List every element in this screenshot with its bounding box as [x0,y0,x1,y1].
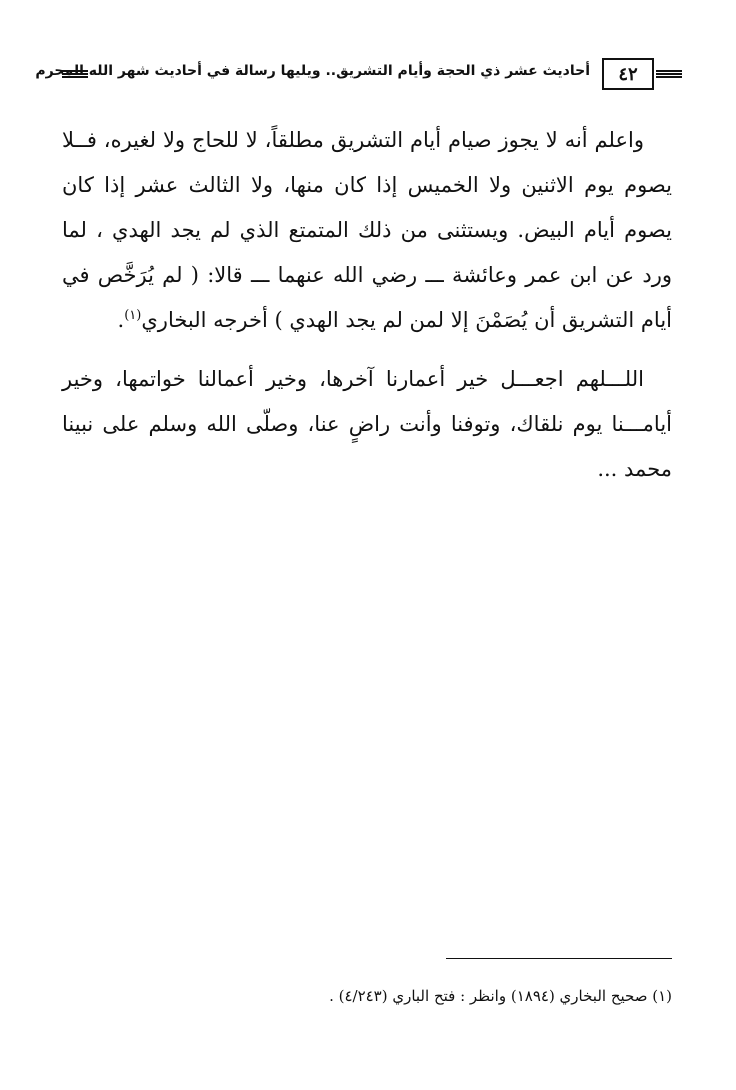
paragraph-1 [62,118,672,343]
paragraph-1-text: واعلم أنه لا يجوز صيام أيام التشريق مطلقاً، لا للحاج ولا لغيره، فــلا يصوم يوم الاثنين ولا الخميس إذا كان منها، ولا الثالث عشر إذا كان يصوم أيام البيض. ويستثنى من ذلك المتمتع الذي لم يجد الهدي ، لما ورد عن ابن عمر وعائشة ـــ رضي الله عنهما ـــ قالا: ( لم يُرَخَّص في أيام التشريق أن يُصَمْنَ إلا لمن لم يجد الهدي ) أخرجه البخاري [62,128,672,332]
footnote-1: (١) صحيح البخاري (١٨٩٤) وانظر : فتح الباري (٤/٢٤٣) . [329,987,672,1005]
header-ornament-left [62,70,88,78]
footnote-separator [446,958,672,959]
running-title: أحاديث عشر ذي الحجة وأيام التشريق.. ويليها رسالة في أحاديث شهر الله المحرم [35,63,590,79]
paragraph-1-end: . [117,308,125,332]
header-ornament-right [656,70,682,78]
paragraph-2: اللـــلهم اجعـــل خير أعمارنا آخرها، وخير أعمالنا خواتمها، وخير أيامـــنا يوم نلقاك، وتوفنا وأنت راضٍ عنا، وصلّى الله وسلم على نبينا محمد ... [62,367,672,481]
page-number: ٤٢ [602,58,654,90]
footnote-reference[interactable]: (١) [124,308,142,323]
main-text [62,118,672,506]
running-header [35,58,682,94]
